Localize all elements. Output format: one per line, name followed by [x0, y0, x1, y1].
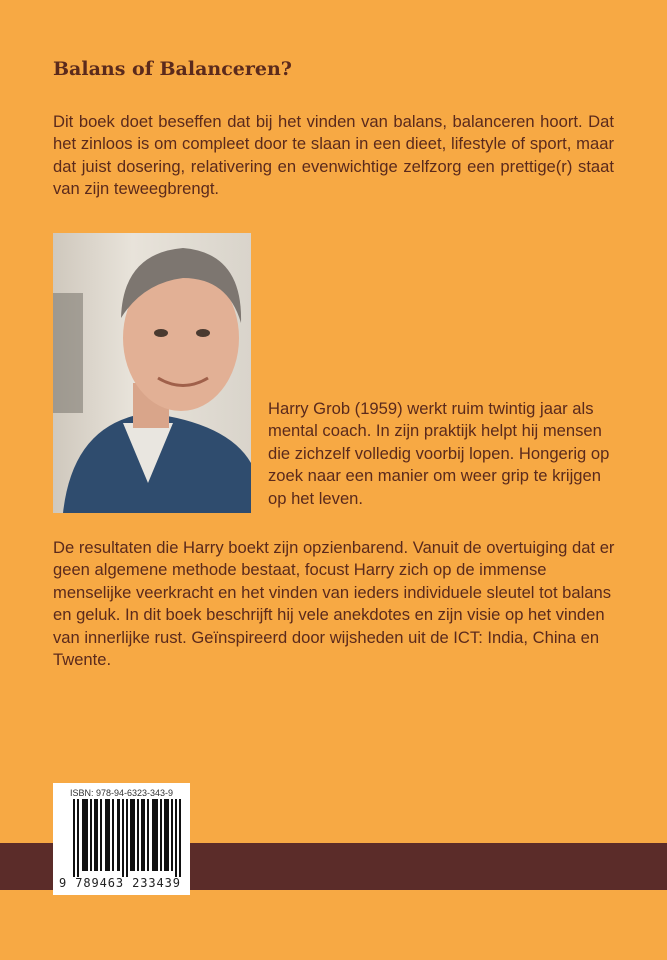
isbn-barcode: [53, 783, 190, 895]
isbn-label: ISBN: 978-94-6323-343-9: [69, 788, 174, 798]
barcode-bars: [73, 799, 181, 877]
author-photo: [53, 233, 251, 513]
intro-paragraph: Dit boek doet beseffen dat bij het vinden van balans, balanceren hoort. Dat het zinloos is om compleet door te slaan in een dieet, lifestyle of sport, maar dat juist dosering, relativering en evenwichtige zelfzorg een prettige(r) staat van zijn teweegbrengt.: [53, 112, 614, 199]
book-title: Balans of Balanceren?: [53, 58, 292, 80]
author-bio: Harry Grob (1959) werkt ruim twintig jaar als mental coach. In zijn praktijk helpt hij mensen die zichzelf volledig voorbij lopen. Hongerig op zoek naar een manier om weer grip te krijgen op het leven.: [268, 399, 610, 508]
barcode-digits: 9 789463 233439: [59, 876, 181, 890]
description-paragraph: De resultaten die Harry boekt zijn opzienbarend. Vanuit de overtuiging dat er geen algemene methode bestaat, focust Harry zich op de immense menselijke veerkracht en het vinden van ieders individuele sleutel tot balans en geluk. In dit boek beschrijft hij vele anekdotes en zijn visie op het vinden van innerlijke rust. Geïnspireerd door wijsheden uit de ICT: India, China en Twente.: [53, 538, 615, 670]
